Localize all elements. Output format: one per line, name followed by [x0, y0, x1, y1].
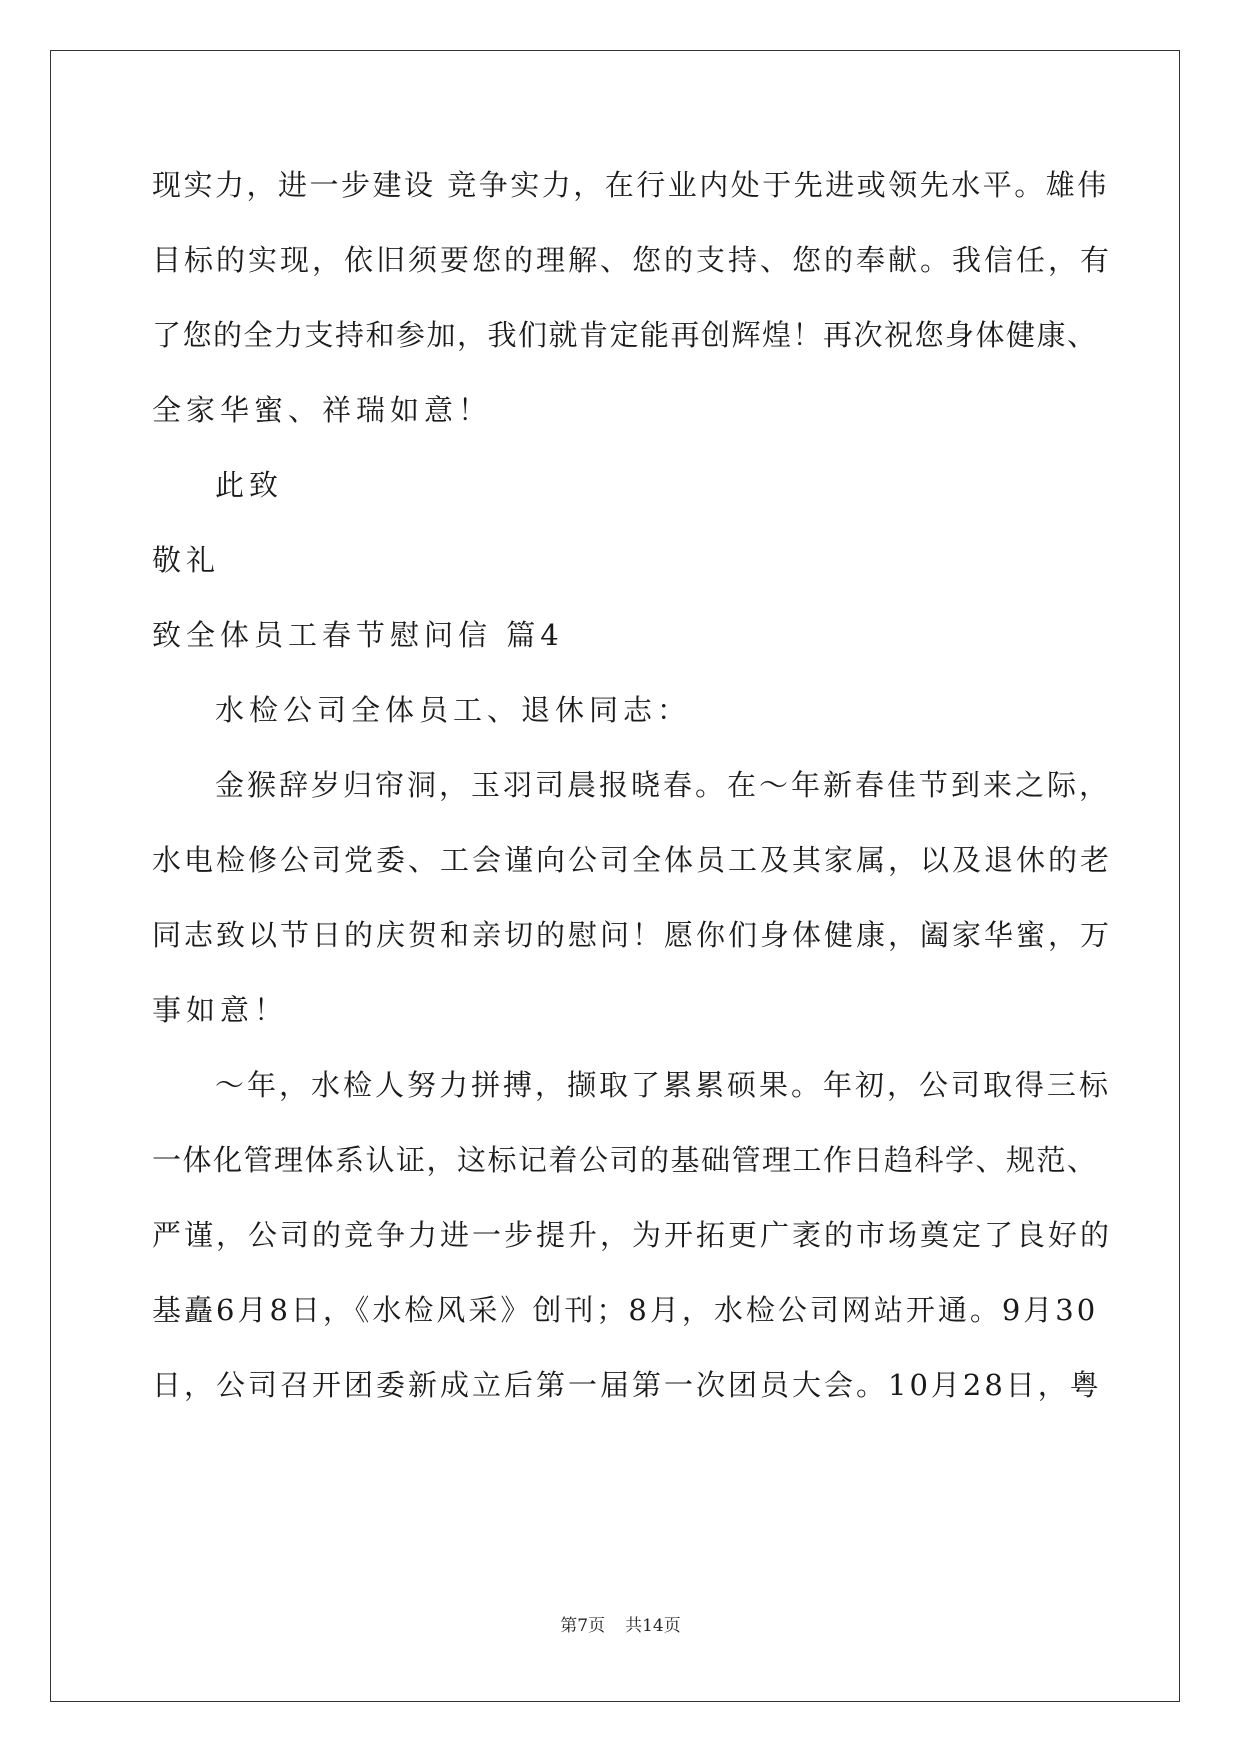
text-line: 一体化管理体系认证，这标记着公司的基础管理工作日趋科学、规范、: [152, 1143, 1098, 1177]
letter-greeting: 水检公司全体员工、退休同志：: [215, 693, 692, 727]
text-line: 全家华蜜、祥瑞如意！: [152, 393, 493, 427]
page-number: 第7页: [560, 1616, 606, 1636]
text-line: 现实力，进一步建设 竞争实力，在行业内处于先进或领先水平。雄伟: [152, 168, 1109, 202]
text-line: ～年，水检人努力拼搏，撷取了累累硕果。年初，公司取得三标: [215, 1068, 1112, 1102]
text-line: 金猴辞岁归帘洞，玉羽司晨报晓春。在～年新春佳节到来之际，: [215, 768, 1112, 802]
text-line: 目标的实现，依旧须要您的理解、您的支持、您的奉献。我信任，有: [152, 243, 1113, 277]
text-line: 事如意！: [152, 993, 289, 1027]
text-line: 严谨，公司的竞争力进一步提升，为开拓更广袤的市场奠定了良好的: [152, 1218, 1113, 1252]
page-total: 共14页: [625, 1616, 681, 1636]
text-line: 了您的全力支持和参加，我们就肯定能再创辉煌！再次祝您身体健康、: [152, 318, 1098, 352]
text-line: 日，公司召开团委新成立后第一届第一次团员大会。10月28日，粤: [152, 1368, 1102, 1402]
text-line: 基矗6月8日，《水检风采》创刊；8月，水检公司网站开通。9月30: [152, 1293, 1099, 1327]
closing-salutation: 此致: [215, 468, 284, 502]
closing-regards: 敬礼: [152, 543, 221, 577]
page-footer: [0, 1615, 1241, 1637]
text-line: 同志致以节日的庆贺和亲切的慰问！愿你们身体健康，阖家华蜜，万: [152, 918, 1113, 952]
section-heading: 致全体员工春节慰问信 篇4: [152, 618, 564, 652]
text-line: 水电检修公司党委、工会谨向公司全体员工及其家属，以及退休的老: [152, 843, 1113, 877]
